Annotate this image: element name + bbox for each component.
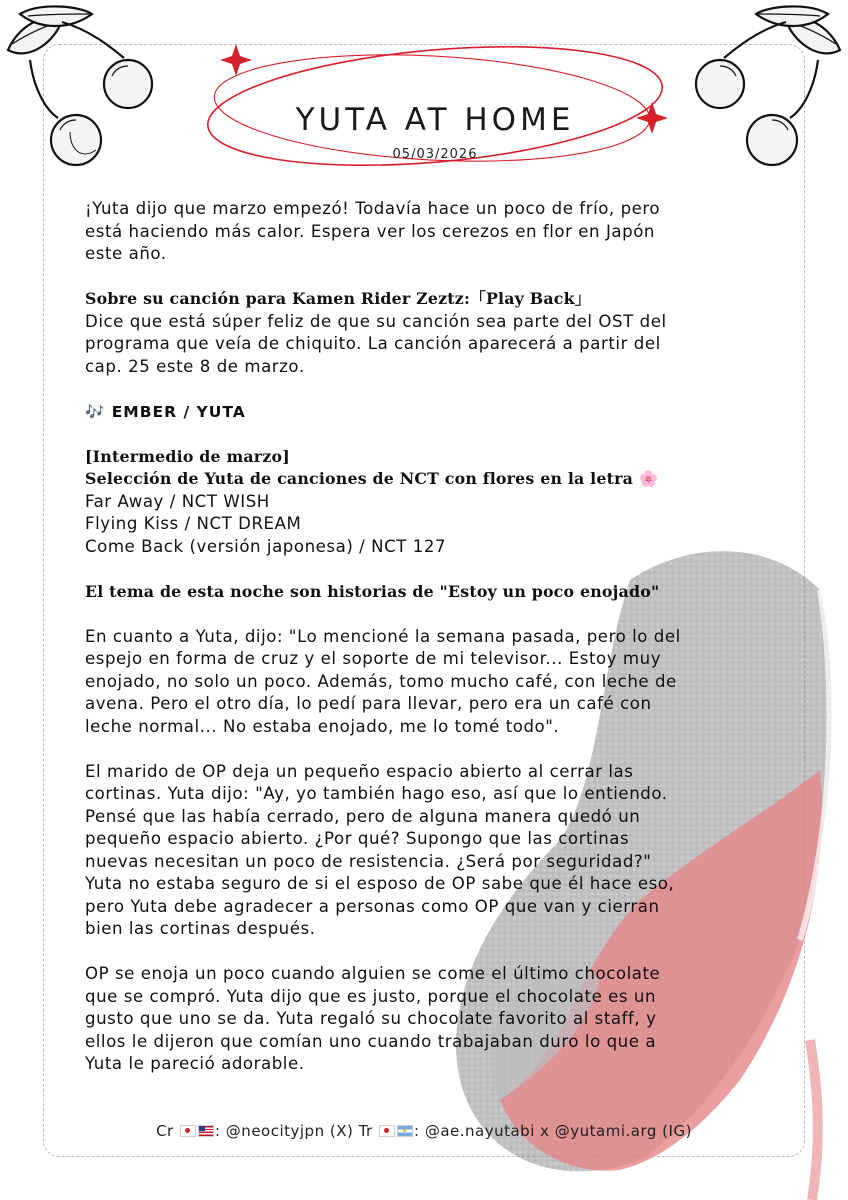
song-list-item: Come Back (versión japonesa) / NCT 127 (85, 536, 447, 556)
cherries-right-icon (668, 0, 848, 180)
post-date: 05/03/2026 (392, 147, 478, 162)
article-body (85, 198, 775, 1076)
song-list-item: Flying Kiss / NCT DREAM (85, 514, 302, 533)
intermission-subheading-line (85, 468, 775, 491)
story3-line: OP se enoja un poco cuando alguien se come el último chocolate (85, 964, 661, 983)
story2-line: pequeño espacio abierto. ¿Por qué? Supongo que las cortinas (85, 829, 630, 848)
intro-line: está haciendo más calor. Espera ver los cerezos en flor en Japón (85, 221, 655, 241)
argentina-flag-icon (397, 1125, 413, 1137)
story3-line: que se compró. Yuta dijo que es justo, porque el chocolate es un (85, 986, 657, 1006)
song-line: Dice que está súper feliz de que su canción sea parte del OST del (85, 311, 667, 331)
song-line: cap. 25 este 8 de marzo. (85, 356, 305, 376)
credits-source: : @neocityjpn (X) Tr (214, 1122, 373, 1140)
story1-line: En cuanto a Yuta, dijo: "Lo mencioné la semana pasada, pero lo del (85, 626, 681, 646)
music-note-icon: 🎶 (85, 402, 106, 421)
song-heading: Sobre su canción para Kamen Rider Zeztz:「Play Back」 (85, 289, 591, 308)
ember-line (85, 401, 775, 424)
us-flag-icon (198, 1125, 214, 1137)
story2-line: bien las cortinas después. (85, 919, 316, 938)
intermission-subheading: Selección de Yuta de canciones de NCT con flores en la letra (85, 469, 634, 488)
credits-cr-label: Cr (156, 1122, 174, 1140)
cherry-blossom-icon: 🌸 (638, 469, 659, 488)
theme-heading: El tema de esta noche son historias de "Estoy un poco enojado" (85, 581, 660, 601)
story2-line: cortinas. Yuta dijo: "Ay, yo también hago eso, así que lo entiendo. (85, 784, 668, 803)
japan-flag-icon (180, 1125, 196, 1137)
intro-line: este año. (85, 244, 167, 263)
credits (0, 1122, 848, 1140)
story1-line: enojado, no solo un poco. Además, tomo mucho café, con leche de (85, 671, 677, 691)
story1-line: avena. Pero el otro día, lo pedí para llevar, pero era un café con (85, 694, 652, 713)
song-list-item: Far Away / NCT WISH (85, 491, 270, 511)
page-title: YUTA AT HOME (295, 102, 575, 138)
song-line: programa que veía de chiquito. La canción aparecerá a partir del (85, 334, 661, 353)
story1-line: espejo en forma de cruz y el soporte de mi televisor... Estoy muy (85, 649, 662, 668)
intro-line: ¡Yuta dijo que marzo empezó! Todavía hace un poco de frío, pero (85, 199, 661, 218)
title-badge (200, 30, 670, 175)
credits-translators: : @ae.nayutabi x @yutami.arg (IG) (414, 1122, 692, 1140)
story3-line: Yuta le pareció adorable. (85, 1054, 305, 1073)
intermission-heading: [Intermedio de marzo] (85, 446, 290, 466)
story2-line: El marido de OP deja un pequeño espacio abierto al cerrar las (85, 761, 634, 781)
story3-line: ellos le dijeron que comían uno cuando trabajaban duro lo que a (85, 1031, 657, 1051)
cherries-left-icon (0, 0, 180, 180)
story2-line: nuevas necesitan un poco de resistencia. ¿Será por seguridad?" (85, 851, 652, 871)
story3-line: gusto que uno se da. Yuta regaló su chocolate favorito al staff, y (85, 1009, 657, 1028)
story2-line: pero Yuta debe agradecer a personas como OP que van y cierran (85, 896, 660, 916)
story1-line: leche normal... No estaba enojado, me lo tomé todo". (85, 716, 560, 736)
japan-flag-icon (379, 1125, 395, 1137)
story2-line: Pensé que las había cerrado, pero de alguna manera quedó un (85, 806, 641, 826)
story2-line: Yuta no estaba seguro de si el esposo de OP sabe que él hace eso, (85, 874, 675, 893)
ember-label: EMBER / YUTA (111, 402, 246, 421)
